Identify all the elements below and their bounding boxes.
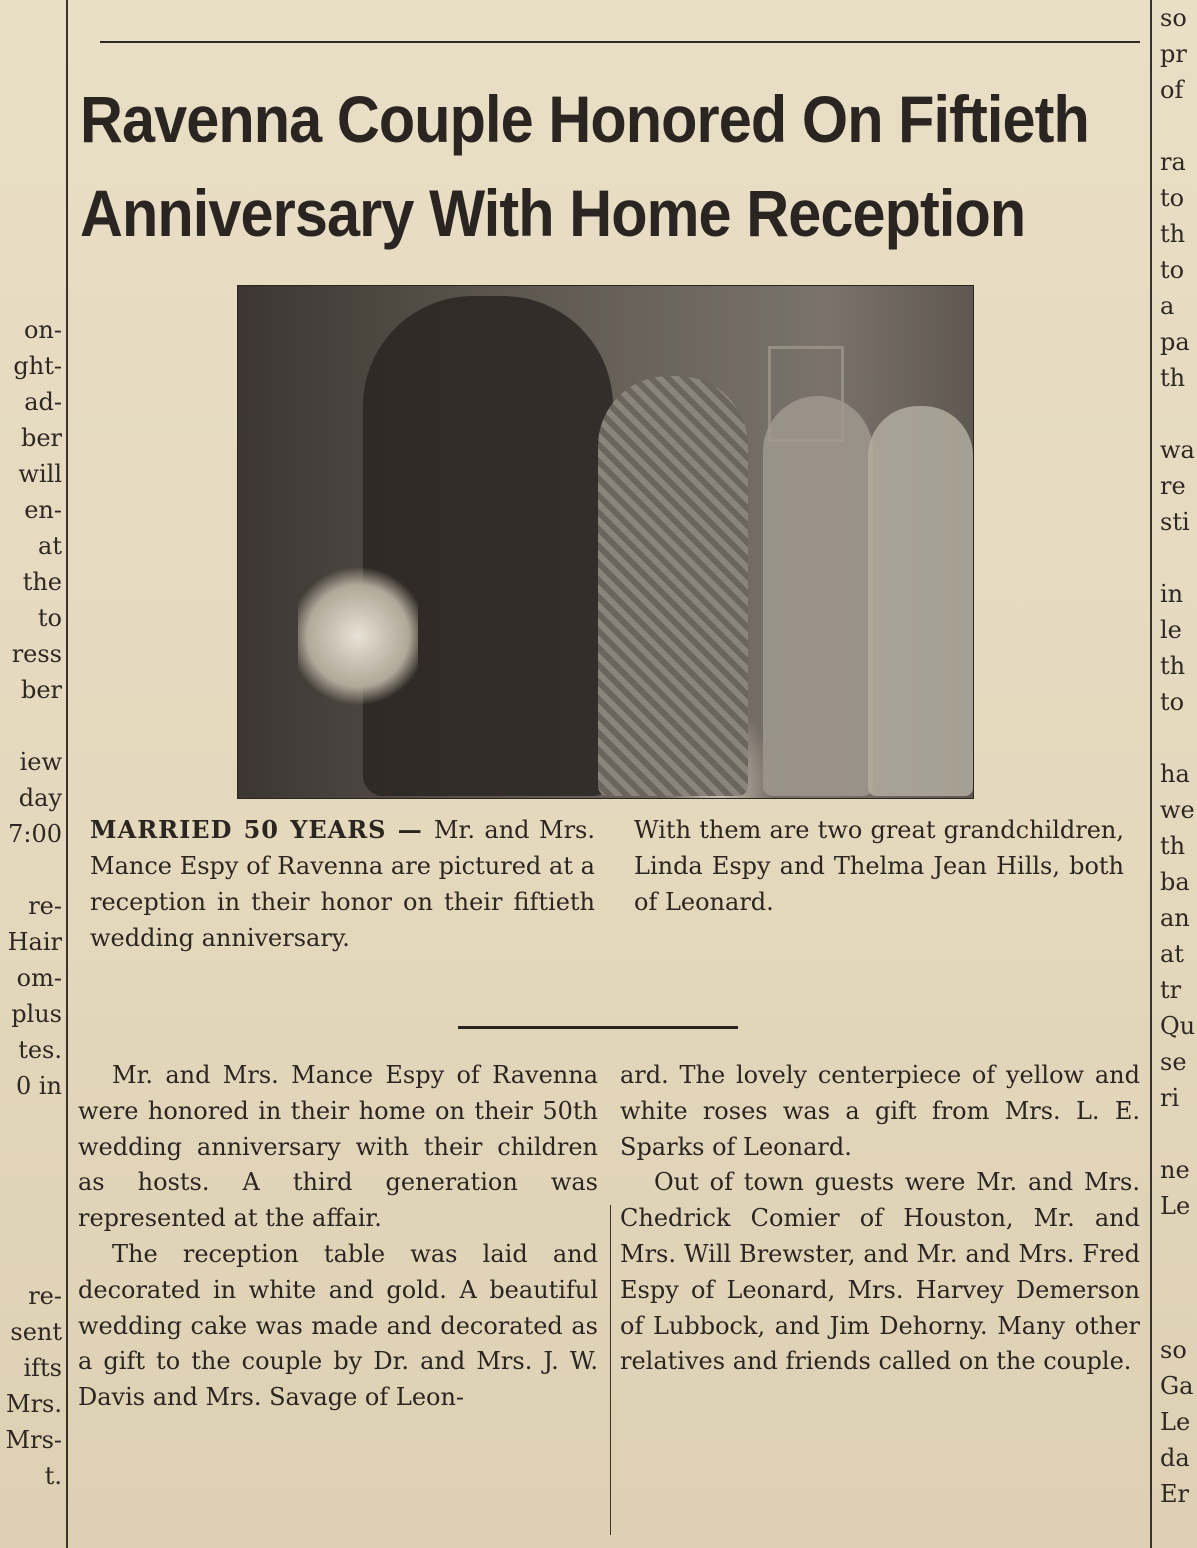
fragment-line [0, 852, 62, 888]
column-rule-left [66, 0, 68, 1548]
fragment-line: to [1160, 256, 1185, 284]
fragment-line: re- [28, 1282, 62, 1310]
fragment-line: ad- [24, 388, 62, 416]
fragment-line [1160, 108, 1197, 144]
fragment-line: ba [1160, 868, 1190, 896]
headline-top-rule [100, 41, 1140, 43]
fragment-line: sti [1160, 508, 1190, 536]
body-column-rule [610, 1205, 611, 1535]
caption-left-text: Mr. and Mrs. Mance Espy of Ravenna are pictured at a reception in their honor on their fiftieth wedding anniversary. [90, 816, 595, 952]
fragment-line: om- [16, 964, 62, 992]
fragment-line: so [1160, 1336, 1187, 1364]
fragment-line: ress [11, 640, 62, 668]
article-body-left-column [78, 1058, 598, 1416]
fragment-line: so [1160, 4, 1187, 32]
fragment-line: Ga [1160, 1372, 1194, 1400]
fragment-line: ri [1160, 1084, 1180, 1112]
fragment-line [0, 708, 62, 744]
fragment-line: ne [1160, 1156, 1190, 1184]
fragment-line: to [1160, 184, 1185, 212]
fragment-line: pa [1160, 328, 1190, 356]
fragment-line: th [1160, 832, 1186, 860]
headline-line-1: Ravenna Couple Honored On Fiftieth [80, 82, 1089, 156]
fragment-line: Le [1160, 1192, 1191, 1220]
adjacent-column-fragment-right [1160, 0, 1197, 1512]
adjacent-column-fragment-left [0, 312, 62, 1104]
fragment-line: a [1160, 292, 1175, 320]
fragment-line: at [1160, 940, 1184, 968]
body-paragraph: The reception table was laid and decorated in white and gold. A beautiful wedding cake was made and decorated as a gift to the couple by Dr. and Mrs. J. W. Davis and Mrs. Savage of Leon- [78, 1239, 598, 1412]
fragment-line: ifts [23, 1354, 62, 1382]
fragment-line [1160, 720, 1197, 756]
fragment-line: Le [1160, 1408, 1191, 1436]
fragment-line [1160, 1296, 1197, 1332]
fragment-line: th [1160, 220, 1186, 248]
fragment-line: at [38, 532, 62, 560]
photo-figure-child-2 [868, 406, 973, 796]
fragment-line: iew [19, 748, 62, 776]
fragment-line: will [18, 460, 62, 488]
fragment-line: tr [1160, 976, 1182, 1004]
fragment-line: to [1160, 688, 1185, 716]
fragment-line: we [1160, 796, 1195, 824]
fragment-line: 7:00 [8, 820, 62, 848]
fragment-line: an [1160, 904, 1190, 932]
fragment-line: th [1160, 364, 1186, 392]
adjacent-column-fragment-left-lower [0, 1278, 62, 1494]
column-rule-right [1150, 0, 1152, 1548]
fragment-line: re- [28, 892, 62, 920]
fragment-line: on- [23, 316, 62, 344]
fragment-line [1160, 1116, 1197, 1152]
fragment-line: se [1160, 1048, 1187, 1076]
fragment-line [1160, 1224, 1197, 1260]
fragment-line: ha [1160, 760, 1190, 788]
fragment-line: ber [20, 424, 62, 452]
body-paragraph: Out of town guests were Mr. and Mrs. Chedrick Comier of Houston, Mr. and Mrs. Will Brewster, and Mr. and Mrs. Fred Espy of Leonard, Mrs. Harvey Demerson of Lubbock, and Jim Dehorny. Many other relatives and friends called on the couple. [620, 1168, 1140, 1376]
headline [80, 72, 1089, 260]
fragment-line: plus [11, 1000, 62, 1028]
fragment-line: ght- [13, 352, 62, 380]
body-paragraph: ard. The lovely centerpiece of yellow and white roses was a gift from Mrs. L. E. Sparks of Leonard. [620, 1061, 1140, 1161]
fragment-line: Mrs. [6, 1390, 62, 1418]
fragment-line: 0 in [15, 1072, 62, 1100]
fragment-line: Mrs- [5, 1426, 62, 1454]
fragment-line: of [1160, 76, 1184, 104]
fragment-line [1160, 540, 1197, 576]
fragment-line [1160, 396, 1197, 432]
fragment-line: Hair [7, 928, 62, 956]
fragment-line: ber [20, 676, 62, 704]
body-paragraph: Mr. and Mrs. Mance Espy of Ravenna were honored in their home on their 50th wedding anniversary with their children as hosts. A third generation was represented at the affair. [78, 1061, 598, 1233]
anniversary-photo [237, 285, 974, 799]
fragment-line: in [1160, 580, 1184, 608]
fragment-line: le [1160, 616, 1182, 644]
section-divider [458, 1026, 738, 1029]
fragment-line: wa [1160, 436, 1195, 464]
fragment-line: re [1160, 472, 1186, 500]
fragment-line: en- [24, 496, 62, 524]
photo-wall-frame [768, 346, 844, 442]
fragment-line: Qu [1160, 1012, 1196, 1040]
fragment-line: sent [10, 1318, 62, 1346]
fragment-line: th [1160, 652, 1186, 680]
fragment-line: pr [1160, 40, 1187, 68]
photo-figure-woman-center [598, 376, 748, 796]
fragment-line: tes. [18, 1036, 62, 1064]
fragment-line: Er [1160, 1480, 1189, 1508]
fragment-line: to [37, 604, 62, 632]
article-body-right-column [620, 1058, 1140, 1380]
fragment-line: day [18, 784, 62, 812]
photo-caption-right: With them are two great grandchildren, Linda Espy and Thelma Jean Hills, both of Leonard. [634, 816, 1124, 916]
photo-figure-child-1 [763, 396, 873, 796]
fragment-line: the [22, 568, 62, 596]
photo-figure-man [363, 296, 613, 796]
caption-lead: MARRIED 50 YEARS — [90, 815, 434, 844]
headline-line-2: Anniversary With Home Reception [80, 176, 1026, 250]
fragment-line [1160, 1260, 1197, 1296]
fragment-line: da [1160, 1444, 1190, 1472]
fragment-line: t. [44, 1462, 62, 1490]
photo-caption-left [90, 812, 595, 956]
photo-flowers [298, 566, 418, 706]
fragment-line: ra [1160, 148, 1186, 176]
